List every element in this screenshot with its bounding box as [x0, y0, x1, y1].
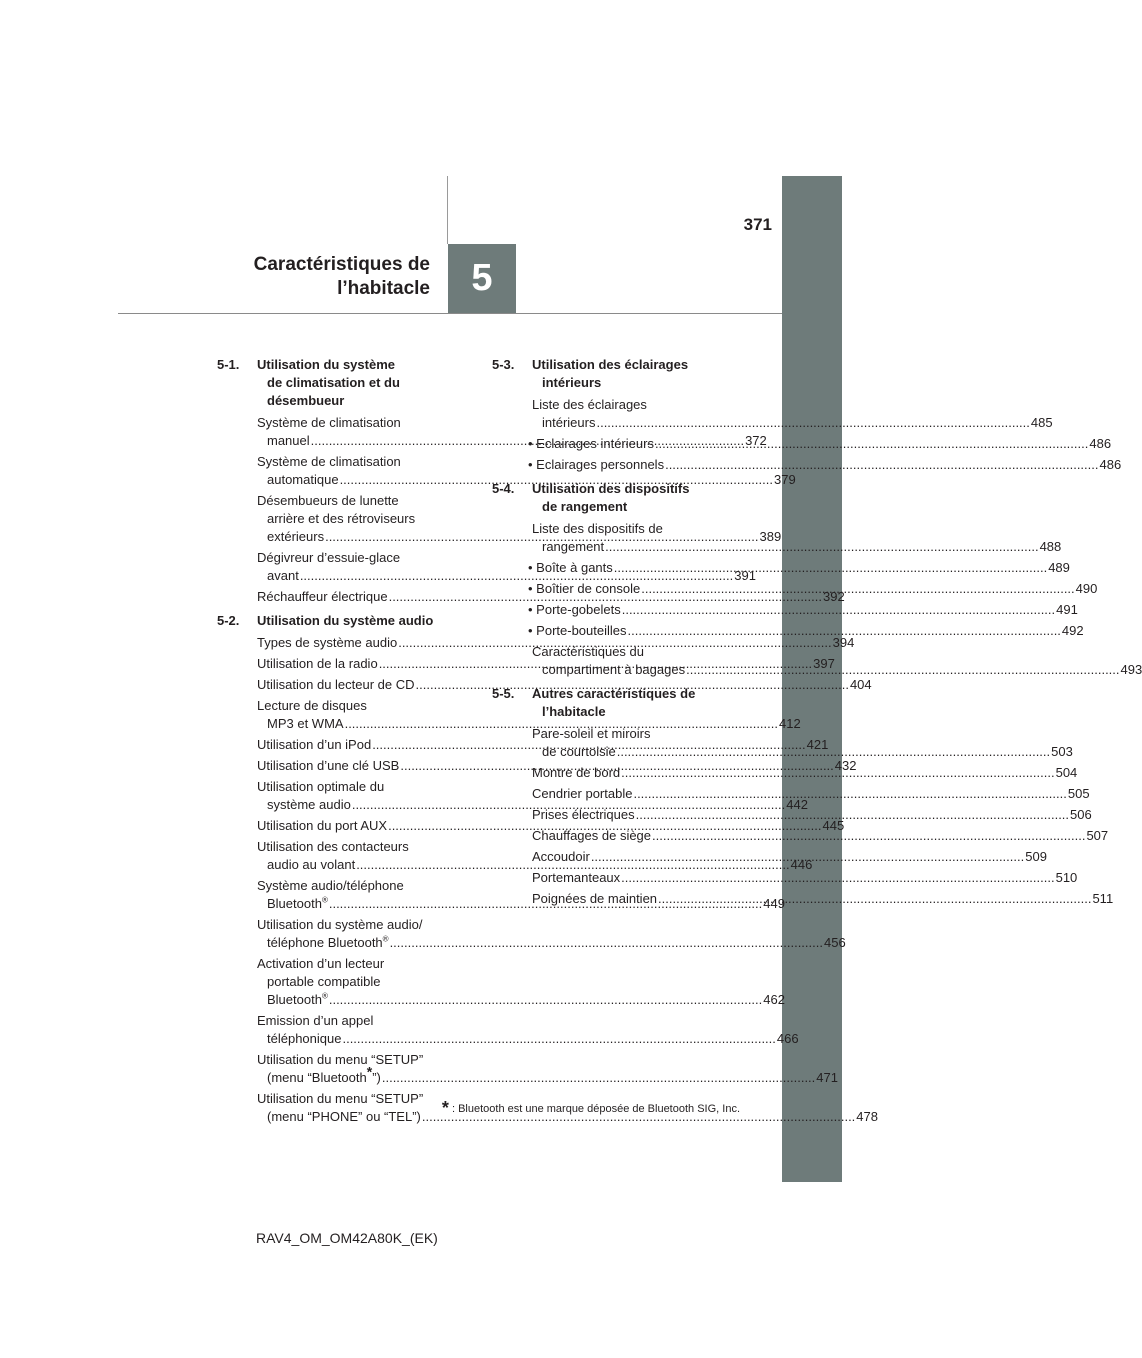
entry-page: 503 [1051, 744, 1073, 759]
section-title-cont: intérieurs [542, 375, 602, 390]
toc-subentry[interactable] [492, 601, 1078, 619]
section-title: Autres caractéristiques de [532, 686, 696, 701]
entry-page: 466 [776, 1031, 799, 1046]
entry-page: 486 [1099, 457, 1122, 472]
entry-title-cont: Bluetooth [267, 896, 322, 911]
toc-entry[interactable] [492, 869, 1078, 887]
entry-title-cont: extérieurs [267, 529, 325, 544]
section-number: 5-4. [492, 481, 515, 496]
entry-title: Portemanteaux [532, 870, 621, 885]
entry-page: 456 [823, 935, 846, 950]
entry-page: 505 [1067, 786, 1090, 801]
footnote [380, 1098, 740, 1119]
entry-title-cont: (menu “Bluetooth [267, 1070, 367, 1085]
entry-title: • Porte-bouteilles [528, 623, 627, 638]
entry-page: 389 [759, 529, 782, 544]
entry-title: Liste des éclairages [532, 397, 647, 412]
entry-page: 492 [1061, 623, 1084, 638]
section-title: Utilisation du système [257, 357, 395, 372]
entry-page: 449 [763, 896, 785, 911]
entry-title: • Eclairages intérieurs [528, 436, 654, 451]
entry-page: 392 [823, 589, 845, 604]
section-number: 5-2. [217, 613, 240, 628]
section-title-cont: l’habitacle [542, 704, 606, 719]
entry-page: 510 [1055, 870, 1078, 885]
entry-title: Utilisation des contacteurs [257, 839, 409, 854]
page-number: 371 [743, 215, 772, 234]
entry-title: Désembueurs de lunette [257, 493, 399, 508]
toc-entry[interactable] [492, 396, 1053, 432]
entry-page: 511 [1092, 891, 1114, 906]
entry-title-cont: système audio [267, 797, 351, 812]
registered-mark: ® [321, 991, 328, 1001]
entry-page: 432 [834, 758, 857, 773]
entry-title: Réchauffeur électrique [257, 589, 388, 604]
entry-page: 394 [832, 635, 855, 650]
toc-entry[interactable] [217, 916, 846, 952]
entry-title: Système de climatisation [257, 415, 401, 430]
entry-title-cont: portable compatible [267, 974, 381, 989]
entry-title: Montre de bord [532, 765, 621, 780]
section-number: 5-5. [492, 686, 515, 701]
entry-title: Accoudoir [532, 849, 590, 864]
section-title-cont: désembueur [267, 393, 345, 408]
entry-title: Cendrier portable [532, 786, 633, 801]
chapter-number-box [448, 244, 516, 313]
toc-section-5-3[interactable] [492, 356, 740, 392]
footnote-star: * [441, 1098, 449, 1118]
entry-page: 490 [1075, 581, 1098, 596]
entry-title-cont: ”) [372, 1070, 381, 1085]
entry-title: Chauffages de siège [532, 828, 652, 843]
entry-title: Emission d’un appel [257, 1013, 374, 1028]
chapter-title-line2: l’habitacle [337, 278, 430, 299]
entry-title: Système audio/téléphone [257, 878, 404, 893]
entry-page: 504 [1055, 765, 1078, 780]
entry-title: Utilisation optimale du [257, 779, 385, 794]
toc-entry[interactable] [492, 827, 1109, 845]
entry-title: Caractéristiques du [532, 644, 644, 659]
entry-page: 478 [856, 1109, 878, 1124]
entry-page: 445 [822, 818, 845, 833]
toc-section-5-5[interactable] [492, 685, 740, 721]
entry-title-cont: compartiment à bagages [542, 662, 686, 677]
entry-title: • Porte-gobelets [528, 602, 621, 617]
entry-title: Activation d’un lecteur [257, 956, 385, 971]
entry-title-cont: MP3 et WMA [267, 716, 344, 731]
entry-page: 493 [1120, 662, 1142, 677]
entry-title: Types de système audio [257, 635, 398, 650]
entry-title-cont: Bluetooth [267, 992, 322, 1007]
entry-page: 471 [816, 1070, 838, 1085]
entry-title: Liste des dispositifs de [532, 521, 663, 536]
entry-title-cont: automatique [267, 472, 339, 487]
entry-page: 507 [1086, 828, 1109, 843]
entry-page: 506 [1070, 807, 1092, 822]
entry-page: 404 [849, 677, 872, 692]
entry-title: Système de climatisation [257, 454, 401, 469]
toc-entry[interactable] [217, 817, 845, 835]
entry-title: Poignées de maintien [532, 891, 658, 906]
document-id: RAV4_OM_OM42A80K_(EK) [256, 1230, 438, 1246]
section-title-cont: de climatisation et du [267, 375, 400, 390]
entry-title: • Boîtier de console [528, 581, 641, 596]
entry-title-cont: (menu “PHONE” ou “TEL”) [267, 1109, 421, 1124]
toc-entry[interactable] [217, 955, 785, 1009]
toc-section-5-4[interactable] [492, 480, 740, 516]
toc-subentry[interactable] [492, 622, 1084, 640]
entry-page: 486 [1089, 436, 1112, 451]
entry-title: Dégivreur d’essuie-glace [257, 550, 401, 565]
entry-page: 462 [763, 992, 785, 1007]
footnote-text: : Bluetooth est une marque déposée de Bluetooth SIG, Inc. [451, 1103, 740, 1115]
entry-title-cont: de courtoisie [542, 744, 616, 759]
entry-title-cont: avant [267, 568, 299, 583]
entry-page: 446 [790, 857, 813, 872]
entry-page: 488 [1039, 539, 1062, 554]
entry-title: Utilisation du menu “SETUP” [257, 1052, 424, 1067]
entry-title-cont: téléphone Bluetooth [267, 935, 383, 950]
entry-title: Utilisation du système audio/ [257, 917, 423, 932]
chapter-number: 5 [471, 257, 493, 299]
entry-title-cont: arrière et des rétroviseurs [267, 511, 416, 526]
toc-section-5-1[interactable] [217, 356, 467, 410]
entry-title: Utilisation de la radio [257, 656, 378, 671]
entry-title: Lecture de disques [257, 698, 367, 713]
section-title: Utilisation des dispositifs [532, 481, 690, 496]
entry-page: 412 [779, 716, 801, 731]
entry-page: 509 [1025, 849, 1047, 864]
section-title: Utilisation du système audio [257, 613, 434, 628]
entry-title: Utilisation d’un iPod [257, 737, 372, 752]
header-divider-horizontal [118, 313, 782, 314]
toc-entry[interactable] [492, 785, 1090, 803]
toc-section-5-2[interactable] [217, 612, 467, 630]
entry-page: 391 [734, 568, 756, 583]
toc-entry[interactable] [217, 1051, 838, 1087]
entry-page: 442 [786, 797, 808, 812]
entry-page: 491 [1056, 602, 1078, 617]
section-number: 5-3. [492, 357, 515, 372]
toc-subentry[interactable] [492, 456, 1122, 474]
entry-title-cont: audio au volant [267, 857, 356, 872]
entry-title-cont: téléphonique [267, 1031, 342, 1046]
entry-title: Utilisation du menu “SETUP” [257, 1091, 424, 1106]
entry-title-cont: rangement [542, 539, 605, 554]
chapter-title [180, 253, 430, 301]
entry-title: Utilisation du lecteur de CD [257, 677, 415, 692]
entry-title: Pare-soleil et miroirs [532, 726, 651, 741]
entry-page: 372 [745, 433, 767, 448]
entry-page: 421 [806, 737, 829, 752]
entry-page: 397 [813, 656, 835, 671]
toc-entry[interactable] [492, 806, 1092, 824]
section-number: 5-1. [217, 357, 240, 372]
entry-page: 379 [773, 472, 796, 487]
entry-title: Prises électriques [532, 807, 635, 822]
entry-title: Utilisation d’une clé USB [257, 758, 400, 773]
entry-title: • Boîte à gants [528, 560, 613, 575]
chapter-title-line1: Caractéristiques de [253, 254, 430, 275]
registered-mark: ® [321, 895, 328, 905]
entry-page: 485 [1030, 415, 1053, 430]
entry-title: • Eclairages personnels [528, 457, 665, 472]
entry-title-cont: intérieurs [542, 415, 596, 430]
registered-mark: ® [382, 934, 389, 944]
header-divider-vertical [447, 176, 448, 244]
entry-title: Utilisation du port AUX [257, 818, 388, 833]
section-title: Utilisation des éclairages [532, 357, 689, 372]
toc-entry[interactable] [217, 1012, 799, 1048]
section-title-cont: de rangement [542, 499, 628, 514]
entry-page: 489 [1048, 560, 1070, 575]
entry-title-cont: manuel [267, 433, 310, 448]
footnote-star: * [366, 1063, 373, 1080]
